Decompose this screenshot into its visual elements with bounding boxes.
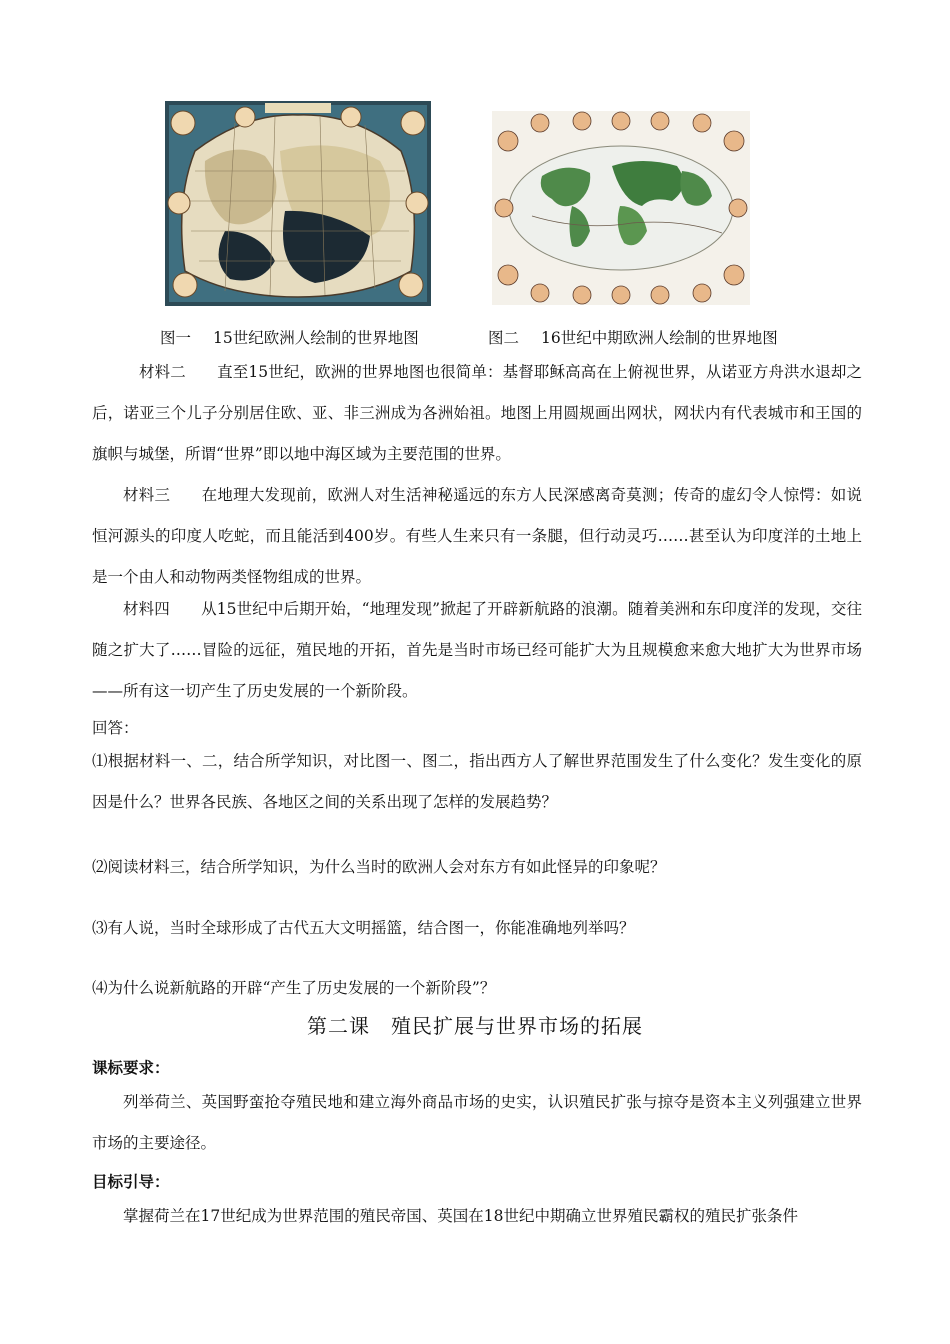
lesson-title: 第二课 殖民扩展与世界市场的拓展	[307, 1014, 643, 1038]
material-four-paragraph: 材料四 从15世纪中后期开始，“地理发现”掀起了开辟新航路的浪潮。随着美洲和东印度洋的发现，交往随之扩大了……冒险的远征，殖民地的开拓，首先是当时市场已经可能扩大为且规模愈来愈大地扩大为世界市场——所有这一切产生了历史发展的一个新阶段。	[92, 600, 862, 700]
figure-2-caption-text: 16世纪中期欧洲人绘制的世界地图	[541, 329, 778, 347]
figure-2-caption	[488, 326, 778, 348]
question-1: ⑴根据材料一、二，结合所学知识，对比图一、图二，指出西方人了解世界范围发生了什么变化？发生变化的原因是什么？世界各民族、各地区之间的关系出现了怎样的发展趋势？	[92, 752, 862, 811]
figure-1-caption	[160, 326, 419, 348]
figure-2-map-image	[492, 111, 750, 305]
figure-1-caption-text: 15世纪欧洲人绘制的世界地图	[213, 329, 419, 347]
goal-heading: 目标引导：	[92, 1173, 170, 1191]
question-3: ⑶有人说，当时全球形成了古代五大文明摇篮，结合图一，你能准确地列举吗？	[92, 919, 635, 937]
material-three-paragraph: 材料三 在地理大发现前，欧洲人对生活神秘遥远的东方人民深感离奇莫测；传奇的虚幻令人惊愕：如说恒河源头的印度人吃蛇，而且能活到400岁。有些人生来只有一条腿，但行动灵巧……甚至认为印度洋的土地上是一个由人和动物两类怪物组成的世界。	[92, 486, 862, 586]
figure-2-number: 图二	[488, 329, 520, 347]
question-2: ⑵阅读材料三，结合所学知识，为什么当时的欧洲人会对东方有如此怪异的印象呢？	[92, 858, 666, 876]
goal-text: 掌握荷兰在17世纪成为世界范围的殖民帝国、英国在18世纪中期确立世界殖民霸权的殖民扩张条件	[123, 1207, 798, 1225]
requirement-heading: 课标要求：	[92, 1059, 170, 1077]
figure-1-map-image	[165, 101, 431, 306]
question-4: ⑷为什么说新航路的开辟“产生了历史发展的一个新阶段”？	[92, 979, 496, 997]
requirement-text: 列举荷兰、英国野蛮抢夺殖民地和建立海外商品市场的史实，认识殖民扩张与掠夺是资本主义列强建立世界市场的主要途径。	[92, 1093, 862, 1152]
answer-label: 回答：	[92, 719, 139, 737]
figure-1-number: 图一	[160, 329, 192, 347]
material-two-paragraph: 材料二 直至15世纪，欧洲的世界地图也很简单：基督耶稣高高在上俯视世界，从诺亚方舟洪水退却之后，诺亚三个儿子分别居住欧、亚、非三洲成为各洲始祖。地图上用圆规画出网状，网状内有代表城市和王国的旗帜与城堡，所谓“世界”即以地中海区域为主要范围的世界。	[92, 363, 862, 463]
